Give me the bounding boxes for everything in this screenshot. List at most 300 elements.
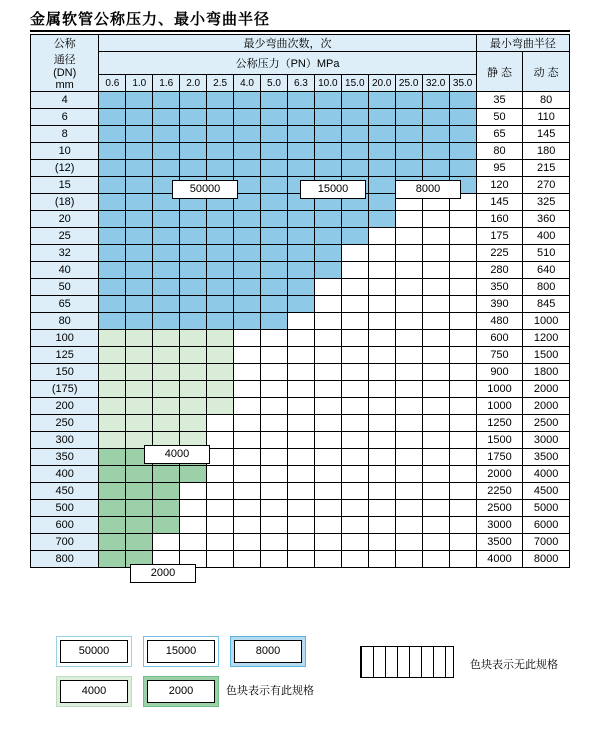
spec-cell [314,466,341,483]
legend-pattern [360,646,454,678]
spec-cell [395,245,422,262]
spec-cell [287,449,314,466]
spec-cell [422,262,449,279]
spec-cell [207,126,234,143]
spec-cell [314,330,341,347]
spec-cell [234,330,261,347]
spec-cell [126,177,153,194]
spec-cell [314,364,341,381]
spec-cell [207,109,234,126]
dn-cell: 8 [31,126,99,143]
spec-cell [207,279,234,296]
spec-cell [368,483,395,500]
dn-cell: 65 [31,296,99,313]
table-row [31,398,570,415]
spec-cell [99,109,126,126]
spec-cell [99,364,126,381]
spec-cell [261,364,288,381]
spec-cell [126,211,153,228]
spec-cell [341,228,368,245]
legend-2000-box: 2000 [147,680,215,703]
spec-cell [261,109,288,126]
spec-cell [261,228,288,245]
spec-cell [422,415,449,432]
dn-cell: 800 [31,551,99,568]
spec-cell [180,347,207,364]
spec-cell [207,296,234,313]
spec-cell [341,398,368,415]
spec-cell [341,109,368,126]
spec-cell [207,228,234,245]
spec-cell [422,483,449,500]
spec-cell [314,262,341,279]
static-radius-cell: 900 [476,364,523,381]
spec-cell [99,211,126,228]
table-row [31,143,570,160]
dn-cell: 6 [31,109,99,126]
spec-cell [341,245,368,262]
spec-cell [207,449,234,466]
spec-cell [153,279,180,296]
spec-cell [395,126,422,143]
table-row [31,92,570,109]
spec-cell [341,415,368,432]
table-row [31,211,570,228]
dn-cell: 700 [31,534,99,551]
spec-cell [261,296,288,313]
spec-cell [314,143,341,160]
spec-cell [368,109,395,126]
spec-cell [449,364,476,381]
spec-cell [287,500,314,517]
spec-cell [422,517,449,534]
spec-cell [234,92,261,109]
spec-cell [207,364,234,381]
spec-cell [153,143,180,160]
spec-cell [368,398,395,415]
dynamic-radius-cell: 800 [523,279,570,296]
static-radius-cell: 1000 [476,381,523,398]
dn-cell: 150 [31,364,99,381]
spec-cell [422,381,449,398]
static-radius-cell: 3000 [476,517,523,534]
spec-cell [153,160,180,177]
dynamic-radius-cell: 1200 [523,330,570,347]
spec-cell [126,483,153,500]
spec-cell [261,432,288,449]
header-dn-line2: 通径 [53,54,76,66]
dynamic-radius-cell: 510 [523,245,570,262]
pressure-col-header: 5.0 [261,75,288,92]
static-radius-cell: 480 [476,313,523,330]
static-radius-cell: 160 [476,211,523,228]
spec-cell [422,449,449,466]
static-radius-cell: 1250 [476,415,523,432]
spec-table-wrapper [30,34,570,579]
spec-cell [395,483,422,500]
spec-cell [261,330,288,347]
spec-cell [314,228,341,245]
table-row [31,500,570,517]
spec-cell [314,449,341,466]
spec-cell [234,313,261,330]
spec-cell [234,534,261,551]
spec-cell [341,279,368,296]
spec-cell [207,347,234,364]
legend-50000 [56,636,132,667]
spec-cell [395,143,422,160]
dn-cell: 15 [31,177,99,194]
spec-cell [449,517,476,534]
spec-cell [341,449,368,466]
spec-cell [126,279,153,296]
spec-cell [99,449,126,466]
spec-cell [341,296,368,313]
dn-cell: 25 [31,228,99,245]
static-radius-cell: 2250 [476,483,523,500]
table-row [31,109,570,126]
spec-cell [234,109,261,126]
spec-cell [314,398,341,415]
spec-cell [126,381,153,398]
spec-cell [314,534,341,551]
dn-cell: (18) [31,194,99,211]
dynamic-radius-cell: 3500 [523,449,570,466]
spec-cell [126,415,153,432]
spec-cell [99,126,126,143]
pressure-col-header: 2.5 [207,75,234,92]
spec-cell [449,126,476,143]
spec-cell [287,432,314,449]
spec-cell [341,313,368,330]
dn-cell: 350 [31,449,99,466]
spec-cell [287,330,314,347]
table-row [31,279,570,296]
spec-cell [422,92,449,109]
table-head [31,35,570,92]
spec-cell [153,126,180,143]
spec-cell [99,296,126,313]
dynamic-radius-cell: 2500 [523,415,570,432]
spec-cell [395,466,422,483]
dynamic-radius-cell: 4000 [523,466,570,483]
spec-cell [153,313,180,330]
spec-cell [422,330,449,347]
spec-cell [449,347,476,364]
spec-cell [395,381,422,398]
table-row [31,126,570,143]
spec-cell [395,364,422,381]
spec-cell [126,126,153,143]
static-radius-cell: 1750 [476,449,523,466]
pressure-col-header: 10.0 [314,75,341,92]
spec-cell [126,330,153,347]
spec-cell [99,313,126,330]
spec-cell [126,313,153,330]
pressure-col-header: 0.6 [99,75,126,92]
spec-cell [153,245,180,262]
header-min-radius: 最小弯曲半径 [476,35,569,52]
spec-cell [368,143,395,160]
header-row-1 [31,35,570,52]
spec-cell [207,211,234,228]
spec-cell [395,109,422,126]
spec-cell [126,296,153,313]
spec-cell [449,109,476,126]
spec-cell [207,398,234,415]
spec-cell [449,415,476,432]
spec-cell [207,483,234,500]
table-row [31,330,570,347]
spec-cell [180,126,207,143]
spec-cell [287,381,314,398]
static-radius-cell: 2500 [476,500,523,517]
table-row [31,449,570,466]
spec-cell [261,398,288,415]
spec-cell [234,381,261,398]
spec-cell [341,466,368,483]
dynamic-radius-cell: 7000 [523,534,570,551]
pressure-col-header: 15.0 [341,75,368,92]
spec-cell [99,347,126,364]
spec-cell [180,500,207,517]
spec-cell [207,432,234,449]
spec-cell [261,381,288,398]
dn-cell: 20 [31,211,99,228]
static-radius-cell: 175 [476,228,523,245]
spec-cell [234,449,261,466]
spec-cell [314,109,341,126]
spec-cell [422,279,449,296]
spec-cell [207,92,234,109]
spec-cell [207,313,234,330]
spec-cell [207,551,234,568]
spec-cell [341,160,368,177]
dn-cell: 40 [31,262,99,279]
spec-cell [99,177,126,194]
spec-cell [153,398,180,415]
spec-cell [180,228,207,245]
spec-cell [126,143,153,160]
spec-cell [287,109,314,126]
spec-cell [261,517,288,534]
spec-cell [368,415,395,432]
dynamic-radius-cell: 3000 [523,432,570,449]
dynamic-radius-cell: 845 [523,296,570,313]
spec-cell [234,432,261,449]
static-radius-cell: 50 [476,109,523,126]
spec-cell [153,517,180,534]
spec-cell [395,313,422,330]
spec-cell [449,143,476,160]
spec-cell [395,160,422,177]
table-row [31,364,570,381]
dn-cell: 100 [31,330,99,347]
spec-cell [234,262,261,279]
spec-cell [422,398,449,415]
spec-cell [422,228,449,245]
spec-cell [314,126,341,143]
spec-cell [261,177,288,194]
spec-cell [99,92,126,109]
spec-cell [422,126,449,143]
dn-cell: 125 [31,347,99,364]
spec-cell [449,160,476,177]
spec-cell [153,483,180,500]
header-static: 静 态 [476,52,523,92]
spec-cell [261,194,288,211]
static-radius-cell: 4000 [476,551,523,568]
spec-cell [341,143,368,160]
spec-cell [314,92,341,109]
label-4000: 4000 [144,445,210,464]
spec-cell [287,92,314,109]
title-rule [30,30,570,32]
dn-cell: 250 [31,415,99,432]
spec-cell [207,143,234,160]
header-dn [31,35,99,92]
static-radius-cell: 120 [476,177,523,194]
spec-cell [368,466,395,483]
spec-cell [153,296,180,313]
spec-cell [422,364,449,381]
spec-cell [180,92,207,109]
spec-cell [99,245,126,262]
spec-cell [314,483,341,500]
spec-cell [126,262,153,279]
spec-cell [261,551,288,568]
spec-cell [368,432,395,449]
spec-cell [368,296,395,313]
spec-cell [261,347,288,364]
dynamic-radius-cell: 325 [523,194,570,211]
static-radius-cell: 390 [476,296,523,313]
spec-cell [153,534,180,551]
spec-cell [422,466,449,483]
spec-cell [314,347,341,364]
spec-cell [207,500,234,517]
spec-cell [99,330,126,347]
spec-cell [261,500,288,517]
spec-cell [180,211,207,228]
static-radius-cell: 2000 [476,466,523,483]
spec-cell [234,245,261,262]
spec-cell [368,194,395,211]
static-radius-cell: 145 [476,194,523,211]
spec-cell [368,534,395,551]
spec-cell [153,381,180,398]
dynamic-radius-cell: 2000 [523,381,570,398]
spec-cell [395,279,422,296]
table-row [31,381,570,398]
spec-cell [287,398,314,415]
dynamic-radius-cell: 6000 [523,517,570,534]
spec-cell [368,330,395,347]
static-radius-cell: 35 [476,92,523,109]
table-row [31,160,570,177]
dn-cell: 500 [31,500,99,517]
spec-cell [261,126,288,143]
table-body [31,92,570,568]
spec-cell [234,279,261,296]
dn-cell: 450 [31,483,99,500]
static-radius-cell: 1500 [476,432,523,449]
spec-cell [314,500,341,517]
spec-cell [180,160,207,177]
spec-cell [287,279,314,296]
spec-cell [287,415,314,432]
static-radius-cell: 3500 [476,534,523,551]
spec-cell [261,483,288,500]
spec-cell [153,364,180,381]
spec-cell [99,279,126,296]
spec-cell [234,398,261,415]
spec-table [30,34,570,568]
spec-cell [368,364,395,381]
dynamic-radius-cell: 270 [523,177,570,194]
spec-cell [395,449,422,466]
pressure-col-header: 35.0 [449,75,476,92]
spec-cell [395,262,422,279]
table-row [31,432,570,449]
spec-cell [207,330,234,347]
spec-cell [261,534,288,551]
spec-cell [287,262,314,279]
spec-cell [314,296,341,313]
dynamic-radius-cell: 215 [523,160,570,177]
static-radius-cell: 65 [476,126,523,143]
table-row [31,262,570,279]
header-bend-count: 最少弯曲次数，次 [99,35,476,52]
spec-cell [234,466,261,483]
legend-text-none: 色块表示无此规格 [470,658,558,671]
spec-cell [180,296,207,313]
spec-cell [99,160,126,177]
spec-cell [180,109,207,126]
table-row [31,534,570,551]
spec-cell [99,432,126,449]
spec-cell [126,92,153,109]
spec-cell [341,347,368,364]
spec-cell [180,262,207,279]
dynamic-radius-cell: 80 [523,92,570,109]
static-radius-cell: 80 [476,143,523,160]
spec-cell [126,466,153,483]
spec-cell [287,126,314,143]
spec-cell [234,228,261,245]
spec-cell [287,551,314,568]
table-row [31,415,570,432]
spec-cell [422,245,449,262]
spec-cell [99,228,126,245]
spec-cell [422,432,449,449]
spec-cell [180,415,207,432]
spec-cell [126,245,153,262]
pressure-col-header: 25.0 [395,75,422,92]
legend-pattern-swatch [360,646,454,678]
legend-4000-box: 4000 [60,680,128,703]
spec-cell [99,398,126,415]
spec-cell [153,228,180,245]
table-row [31,517,570,534]
spec-cell [449,262,476,279]
spec-cell [341,381,368,398]
static-radius-cell: 350 [476,279,523,296]
spec-cell [395,296,422,313]
spec-cell [99,194,126,211]
spec-cell [180,245,207,262]
spec-cell [368,313,395,330]
